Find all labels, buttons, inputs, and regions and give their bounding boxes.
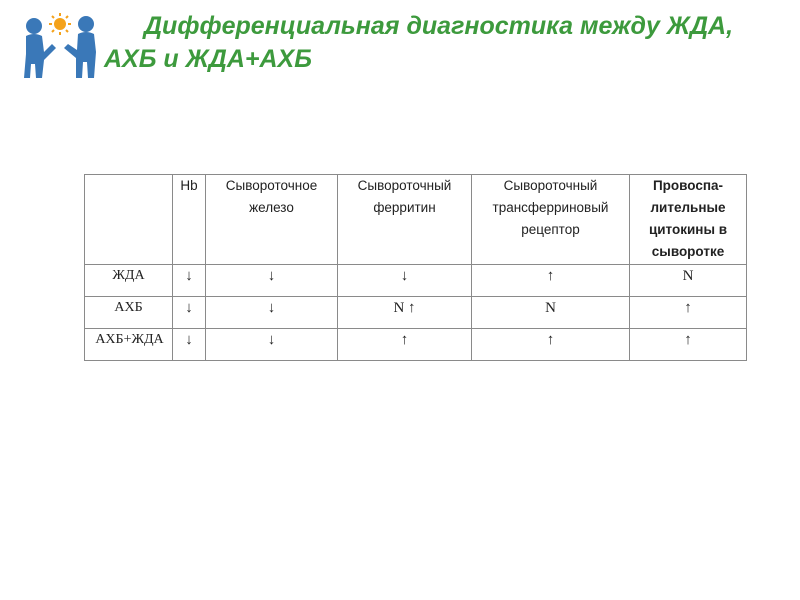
table-cell: ↓ [338, 265, 472, 297]
title-line-1: Дифференциальная диагностика между ЖДА, [144, 12, 734, 40]
children-sun-icon [14, 8, 106, 80]
slide-title [104, 10, 764, 76]
table-cell: ↑ [338, 329, 472, 361]
title-line-2: АХБ и ЖДА+АХБ [104, 45, 312, 73]
diagnosis-table [84, 174, 747, 361]
table-cell: ↑ [630, 329, 747, 361]
table-cell: N [472, 297, 630, 329]
table-cell: ↑ [472, 265, 630, 297]
table-corner-cell [85, 175, 173, 265]
table-cell: N ↑ [338, 297, 472, 329]
table-cell: ↓ [206, 297, 338, 329]
table-cell: ↓ [173, 329, 206, 361]
table-cell: ↓ [173, 297, 206, 329]
column-header: Провоспа-лительные цитокины в сыворотке [630, 175, 747, 265]
column-header: Hb [173, 175, 206, 265]
table-cell: N [630, 265, 747, 297]
row-label: АХБ [85, 297, 173, 329]
table-cell: ↓ [206, 265, 338, 297]
column-header: Сывороточный ферритин [338, 175, 472, 265]
table-row [85, 329, 747, 361]
column-header: Сывороточный трансферриновый рецептор [472, 175, 630, 265]
table-header-row [85, 175, 747, 265]
children-sun-logo [14, 8, 106, 80]
row-label: ЖДА [85, 265, 173, 297]
table-cell: ↓ [173, 265, 206, 297]
table-row [85, 297, 747, 329]
table-cell: ↓ [206, 329, 338, 361]
table-cell: ↑ [472, 329, 630, 361]
column-header: Сывороточное железо [206, 175, 338, 265]
table-row [85, 265, 747, 297]
row-label: АХБ+ЖДА [85, 329, 173, 361]
table-cell: ↑ [630, 297, 747, 329]
